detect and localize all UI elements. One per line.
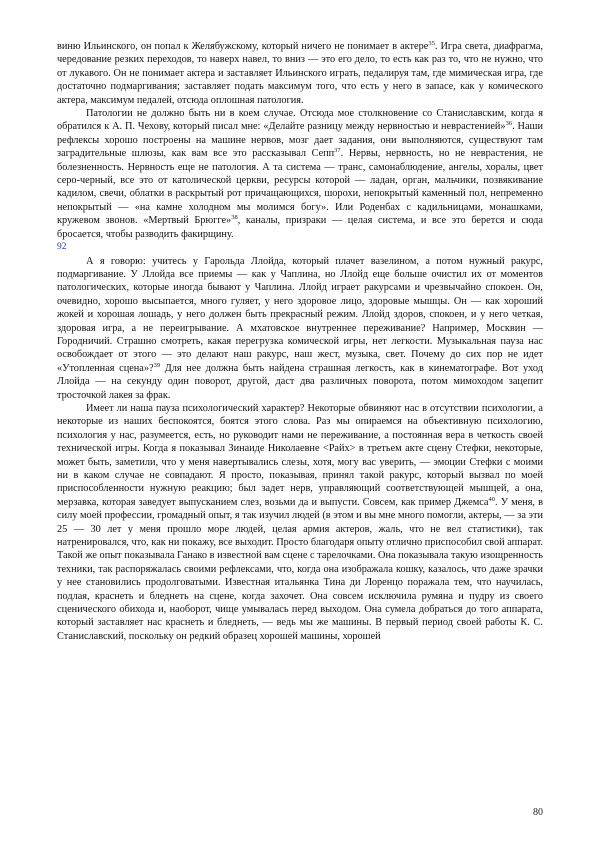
footnote-ref: 38	[231, 214, 238, 222]
text-run: . Игра света, диафрагма, чередование резких переходов, то наверх навел, то вниз — это его дело, то есть как раз то, что не нужно, что от лукавого. Он не понимает актера и заставляет Ильинского играть, педалируя там, где мимическая игра, где достаточно подмаргивания; заставляет подать максимум того, что есть у него в запасе, как у комического актера, максимум педалей, отсюда оплошная патология.	[57, 41, 544, 106]
text-run: . Нервы, нервность, но не неврастения, не болезненность. Нервность еще не патология. А та система — транс, самонаблюдение, ангелы, хоралы, цвет серо-черный, все это от католической церкви, ресурсы которой — ладан, орган, мальчики, позвякивание кадилом, свечи, облатки в раскрытый рот причащающихся, шорохи, непокрытый каменный пол, непременно непокрытый — «на камне холодном мы молимся богу». Или Роденбах с кадильницами, монашками, кружевом звонов. «Мертвый Брюгге»	[57, 148, 543, 227]
footnote-ref: 39	[153, 361, 161, 369]
text-run: . Наши рефлексы хорошо построены на машине нервов, мозг дает задания, они выполняются, существуют там заградительные шлюзы, как вам все это рассказывал Сепп	[57, 121, 543, 160]
text-run: . У меня, в силу моей профессии, громадный опыт, я так изучил людей (в этом и вы мне много помогли, актеры, — за эти 25 — 30 лет у меня прошло море людей, целая армия актеров, жаль, что не вел статистики), так натренировался, что, как ни покажу, все выходит. Просто благодаря опыту отлично приспособил свой аппарат. Такой же опыт показывала Ганако в известной вам сцене с тарелочками. Она показывала такую изощренность техники, так распоряжалась своими рефлексами, что, когда она изображала кошку, казалось, что даже зрачки у нее становились продолговатыми. Известная итальянка Тина ди Лоренцо поражала тем, что научилась, подлая, краснеть и бледнеть на сцене, когда захочет. Она совсем исключила румяна и пудру из своего сценического обихода и, наоборот, чище умывалась перед выходом. Она сумела добраться до того аппарата, который заставляет нас краснеть и бледнеть, — ведь мы же машины. В первый период своей работы К. С. Станиславский, поскольку он редкий образец хорошей машины, хорошей	[57, 496, 543, 642]
text-run: А я говорю: учитесь у Гарольда Ллойда, который плачет вазелином, а потом нужный ракурс, подмаргивание. У Ллойда все приемы — как у Чаплина, но Ллойд еще больше очистил их от моментов патологических, которые иногда бывают у Чаплина. Ллойд играет ракурсами и чрезвычайно спокоен. Он, очевидно, хорошо высыпается, много гуляет, у него здоровое лицо, здоровые мышцы. Он — как хороший жокей и хорошая лошадь, у него должен быть прекрасный режим. Ллойд здоров, спокоен, и у него четкая, здоровая игра, а не переигрывание. А мхатовское внутреннее переживание? Например, Москвин — Городничий. Страшно смотреть, какая перегрузка комической игры, нет легкости. Музыкальная пауза нас освобождает от этого — это делают наш ракурс, наш жест, музыка, свет. Почему до сих пор не идет «Утопленная сцена»?	[57, 255, 543, 374]
page-body	[57, 40, 543, 643]
text-run: виню Ильинского, он попал к Желябужскому, который ничего не понимает в актере	[57, 41, 429, 52]
paragraph	[57, 402, 543, 643]
text-run: Имеет ли наша пауза психологический характер? Некоторые обвиняют нас в отсутствии психологии, а некоторые из наших беспокоятся, боятся этого слова. Раз мы опираемся на объективную психологию, психология у нас, разумеется, есть, но руководит нами не переживание, а постоянная вера в четкость своей технической игры. Когда я показывал Зинаиде Николаевне <Райх> в третьем акте сцену Стефки, некоторые, может быть, заметили, что у меня навертывались слезы, хотя, могу вас уверить, — эмоции Стефки с моими ни в каком случае не совпадают. Я просто, показывая, принял такой ракурс, который вызвал по моей приспособленности нужную реакцию; был задет нерв, управляющий соответствующей мышцей, а она, мерзавка, которая заведует выпусканием слез, возьми да и выпусти. Совсем, как пример Джемса	[57, 402, 543, 508]
footnote-ref: 36	[505, 120, 513, 128]
paragraph	[57, 40, 543, 107]
paragraph	[57, 255, 543, 402]
paragraph	[57, 107, 543, 241]
page-marker: 92	[57, 242, 67, 253]
text-run: , каналы, призраки — целая система, и все это берется и сюда бросается, чтобы разводить факирщину.	[57, 215, 543, 240]
footnote-ref: 37	[334, 147, 341, 155]
footnote-ref: 40	[488, 495, 495, 503]
page-number: 80	[533, 807, 543, 818]
text-run: Патологии не должно быть ни в коем случае. Отсюда мое столкновение со Станиславским, когда я обратился к А. П. Чехову, который писал мне: «Делайте разницу между нервностью и неврастенией»	[57, 108, 543, 133]
text-run: Для нее должна быть найдена страшная легкость, как в кинематографе. Вот уход Ллойда — на секунду один поворот, другой, даст два различных поворота, потом мимоходом зацепит тросточкой лакея за фрак.	[57, 362, 543, 401]
footnote-ref: 35	[428, 40, 435, 47]
